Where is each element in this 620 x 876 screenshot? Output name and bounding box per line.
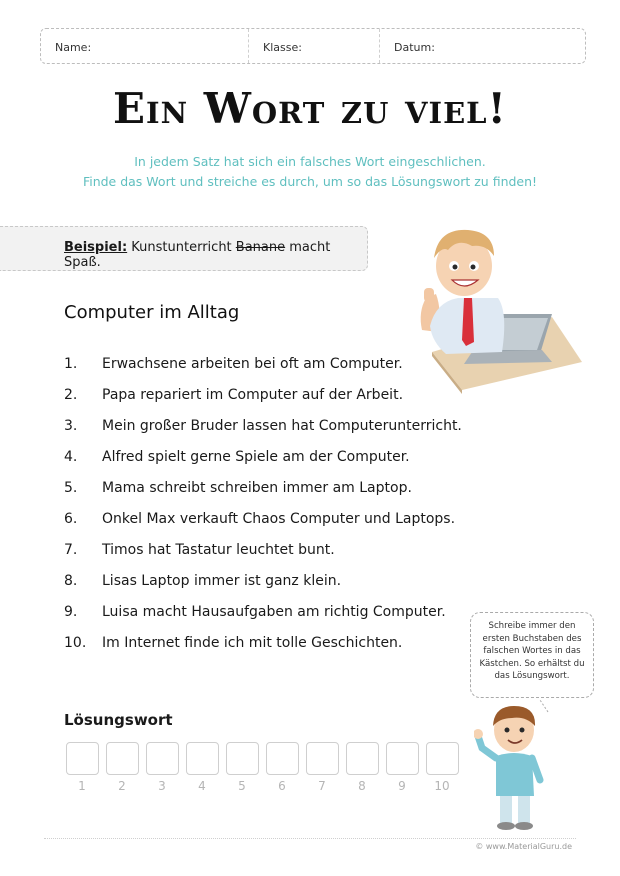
sentence-text[interactable]: Lisas Laptop immer ist ganz klein. (102, 573, 342, 589)
date-label: Datum: (394, 41, 435, 54)
sentence-list (64, 356, 462, 666)
letter-box-number: 8 (358, 779, 366, 793)
sentence-text[interactable]: Onkel Max verkauft Chaos Computer und Laptops. (102, 511, 456, 527)
letter-box[interactable] (426, 742, 459, 775)
letter-box[interactable] (346, 742, 379, 775)
sentence-number: 9. (64, 604, 78, 620)
boy-character-illustration (474, 700, 564, 832)
sentence-text[interactable]: Timos hat Tastatur leuchtet bunt. (102, 542, 335, 558)
letter-box[interactable] (306, 742, 339, 775)
sentence-text[interactable]: Luisa macht Hausaufgaben am richtig Computer. (102, 604, 446, 620)
letter-box-number: 5 (238, 779, 246, 793)
sentence-number: 5. (64, 480, 78, 496)
sentence-number: 7. (64, 542, 78, 558)
solution-title: Lösungswort (64, 711, 173, 729)
sentence-text[interactable]: Alfred spielt gerne Spiele am der Computer. (102, 449, 410, 465)
sentence-item (64, 573, 462, 604)
hint-speech-bubble: Schreibe immer den ersten Buchstaben des falschen Wortes in das Kästchen. So erhältst du das Lösungswort. (470, 612, 594, 698)
letter-box-number: 4 (198, 779, 206, 793)
solution-box-column (182, 742, 222, 793)
letter-box-number: 2 (118, 779, 126, 793)
name-field[interactable] (41, 29, 249, 63)
example-label: Beispiel: (64, 240, 128, 255)
letter-box-number: 3 (158, 779, 166, 793)
example-before: Kunstunterricht (131, 240, 232, 255)
sentence-item (64, 480, 462, 511)
example-after: macht Spaß. (64, 240, 331, 270)
letter-box-number: 7 (318, 779, 326, 793)
sentence-number: 6. (64, 511, 78, 527)
sentence-number: 8. (64, 573, 78, 589)
solution-box-column (222, 742, 262, 793)
letter-box[interactable] (226, 742, 259, 775)
header-fields (40, 28, 586, 64)
name-label: Name: (55, 41, 92, 54)
date-field[interactable] (380, 29, 585, 63)
sentence-text[interactable]: Erwachsene arbeiten bei oft am Computer. (102, 356, 403, 372)
sentence-item (64, 542, 462, 573)
solution-box-column (382, 742, 422, 793)
footer-divider (44, 838, 576, 839)
section-title: Computer im Alltag (64, 302, 240, 323)
class-label: Klasse: (263, 41, 302, 54)
sentence-number: 2. (64, 387, 78, 403)
sentence-item (64, 511, 462, 542)
letter-box-number: 10 (434, 779, 450, 793)
solution-box-column (342, 742, 382, 793)
sentence-item (64, 356, 462, 387)
sentence-number: 10. (64, 635, 87, 651)
page-title: Ein Wort zu viel! (112, 84, 507, 133)
example-struck-word: Banane (235, 240, 286, 255)
sentence-number: 1. (64, 356, 78, 372)
sentence-text[interactable]: Papa repariert im Computer auf der Arbeit. (102, 387, 404, 403)
example-box (0, 226, 368, 271)
sentence-item (64, 418, 462, 449)
sentence-item (64, 604, 462, 635)
class-field[interactable] (249, 29, 380, 63)
instruction-line-1: In jedem Satz hat sich ein falsches Wort eingeschlichen. (134, 154, 486, 169)
letter-box-number: 1 (78, 779, 86, 793)
letter-box[interactable] (186, 742, 219, 775)
sentence-text[interactable]: Im Internet finde ich mit tolle Geschichten. (102, 635, 403, 651)
solution-box-column (102, 742, 142, 793)
solution-box-column (302, 742, 342, 793)
solution-boxes (62, 742, 462, 793)
solution-box-column (262, 742, 302, 793)
letter-box[interactable] (106, 742, 139, 775)
letter-box[interactable] (146, 742, 179, 775)
letter-box[interactable] (386, 742, 419, 775)
letter-box[interactable] (266, 742, 299, 775)
sentence-text[interactable]: Mein großer Bruder lassen hat Computerunterricht. (102, 418, 462, 434)
instruction-line-2: Finde das Wort und streiche es durch, um so das Lösungswort zu finden! (82, 174, 538, 189)
letter-box-number: 9 (398, 779, 406, 793)
footer-copyright: © www.MaterialGuru.de (475, 842, 572, 851)
solution-box-column (62, 742, 102, 793)
sentence-text[interactable]: Mama schreibt schreiben immer am Laptop. (102, 480, 412, 496)
solution-box-column (422, 742, 462, 793)
letter-box[interactable] (66, 742, 99, 775)
sentence-number: 4. (64, 449, 78, 465)
letter-box-number: 6 (278, 779, 286, 793)
sentence-item (64, 635, 462, 666)
sentence-number: 3. (64, 418, 78, 434)
sentence-item (64, 387, 462, 418)
instructions (0, 152, 620, 192)
sentence-item (64, 449, 462, 480)
solution-box-column (142, 742, 182, 793)
